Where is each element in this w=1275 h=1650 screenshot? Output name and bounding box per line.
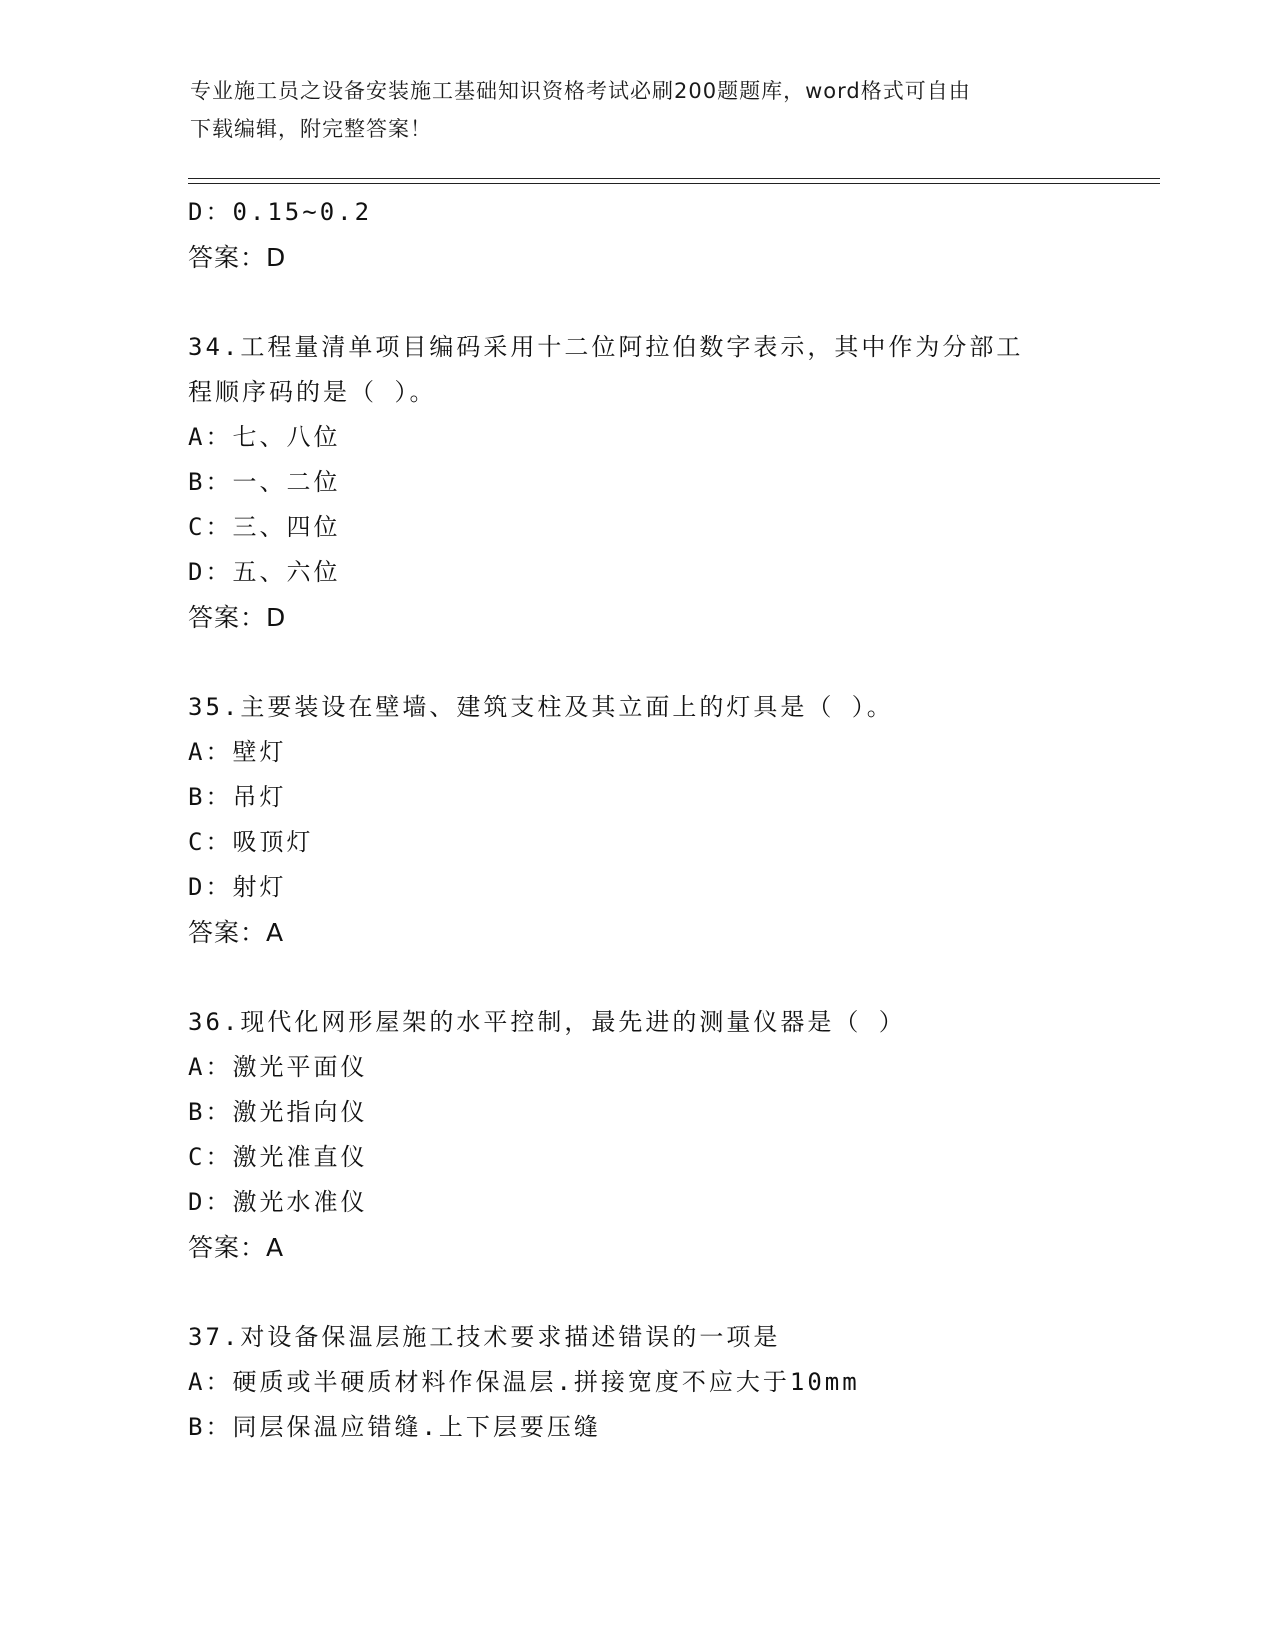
option-b: B：激光指向仪 [188,1098,368,1126]
prev-option-d: D：0.15~0.2 [188,198,373,226]
option-d: D：激光水准仪 [188,1188,368,1216]
option-c: C：激光准直仪 [188,1143,368,1171]
header-line-1: 专业施工员之设备安装施工基础知识资格考试必刷200题题库，word格式可自由 [190,79,971,103]
question-text: 36.现代化网形屋架的水平控制，最先进的测量仪器是（ ） [188,1008,906,1036]
option-b: B：同层保温应错缝.上下层要压缝 [188,1413,601,1441]
question-list [188,190,1068,1450]
option-b: B：一、二位 [188,468,341,496]
option-a: A：七、八位 [188,423,341,451]
answer: 答案：D [188,603,287,632]
question-37 [188,1315,1068,1450]
spacer [188,640,1068,685]
answer: 答案：A [188,1233,285,1262]
prev-answer: 答案：D [188,243,287,272]
option-a: A：激光平面仪 [188,1053,368,1081]
question-36 [188,1000,1068,1270]
question-text: 35.主要装设在壁墙、建筑支柱及其立面上的灯具是（ ）。 [188,693,894,721]
option-d: D：五、六位 [188,558,341,586]
option-d: D：射灯 [188,873,287,901]
spacer [188,280,1068,325]
question-34 [188,325,1068,640]
spacer [188,1270,1068,1315]
option-a: A：壁灯 [188,738,287,766]
header-line-2: 下载编辑，附完整答案！ [190,117,432,141]
option-c: C：吸顶灯 [188,828,314,856]
question-text: 34.工程量清单项目编码采用十二位阿拉伯数字表示，其中作为分部工 [188,333,1024,361]
option-c: C：三、四位 [188,513,341,541]
question-text: 37.对设备保温层施工技术要求描述错误的一项是 [188,1323,781,1351]
answer: 答案：A [188,918,285,947]
document-header [190,72,1080,148]
question-text-continued: 程顺序码的是（ ）。 [188,378,437,406]
question-35 [188,685,1068,955]
spacer [188,955,1068,1000]
option-a: A：硬质或半硬质材料作保温层.拼接宽度不应大于10mm [188,1368,860,1396]
header-divider [188,178,1160,184]
option-b: B：吊灯 [188,783,287,811]
